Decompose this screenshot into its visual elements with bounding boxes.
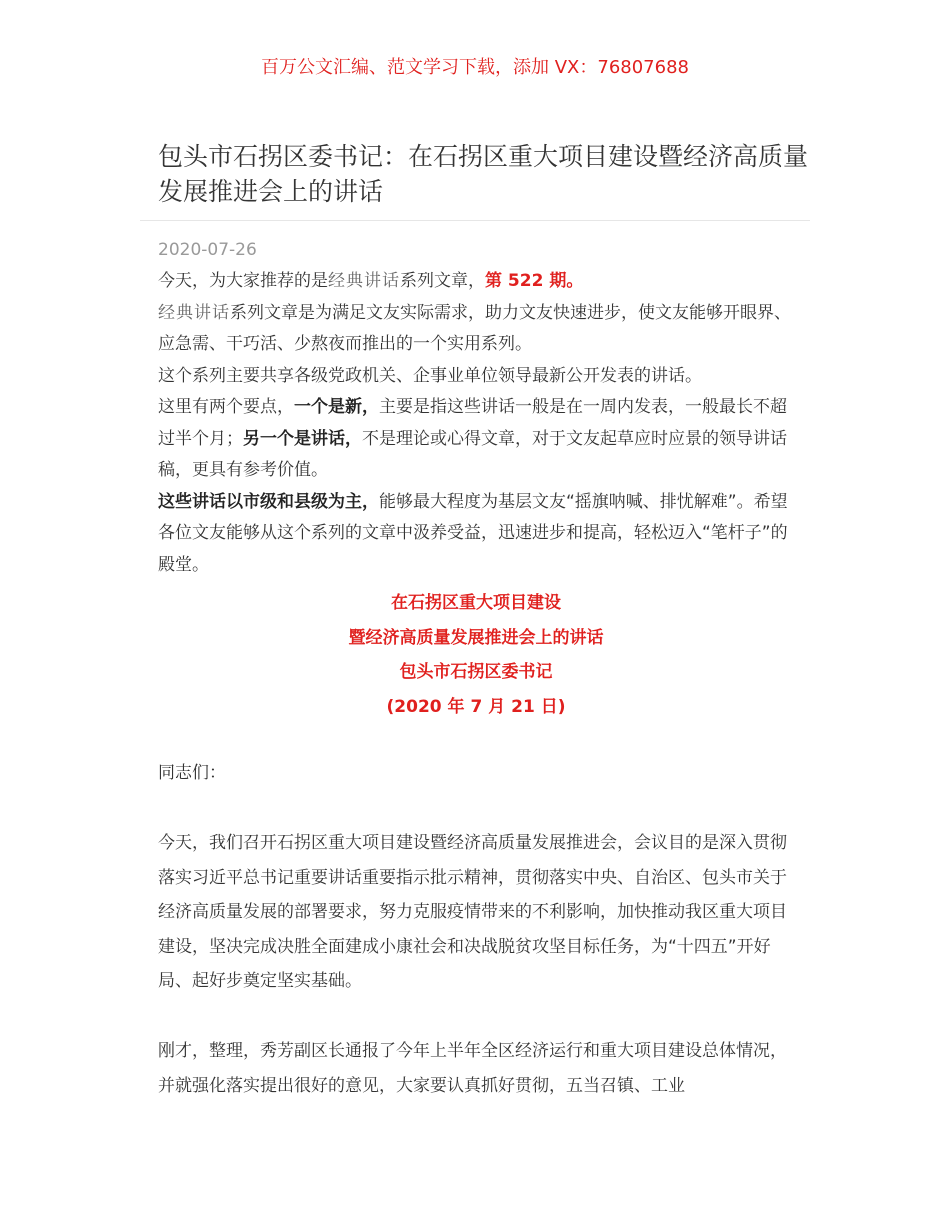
speech-paragraph-2: 刚才，整理，秀芳副区长通报了今年上半年全区经济运行和重大项目建设总体情况，并就强化落实提出很好的意见，大家要认真抓好贯彻，五当召镇、工业 [158, 1041, 787, 1096]
series-name: 经典讲话 [158, 302, 230, 323]
promo-banner: 百万公文汇编、范文学习下载，添加 VX：76807688 [261, 57, 689, 78]
speech-heading-line-2: 暨经济高质量发展推进会上的讲话 [348, 627, 604, 648]
speech-speaker: 包头市石拐区委书记 [399, 662, 553, 682]
point-speech: 另一个是讲话， [243, 428, 362, 449]
intro-paragraph-2 [158, 298, 794, 361]
intro-paragraph-5 [158, 487, 794, 582]
point-level: 这些讲话以市级和县级为主， [158, 491, 379, 512]
point-new: 一个是新， [294, 397, 379, 417]
series-name: 经典讲话 [328, 271, 400, 291]
title-divider [140, 220, 810, 221]
intro-p5-b: 能够最大程度为基层文友“摇旗呐喊、排忧解难”。希望各位文友能够从这个系列的文章中汲养受益，迅速进步和提高，轻松迈入“笔杆子”的殿堂。 [158, 491, 788, 575]
intro-p4-c: 主要是指这些讲话一般是在一周内发表，一般最长不超过半个月； [158, 397, 787, 449]
intro-paragraph-4 [158, 392, 794, 487]
publish-date: 2020-07-26 [158, 240, 257, 260]
intro-section [158, 266, 794, 581]
intro-p2-text: 系列文章是为满足文友实际需求，助力文友快速进步，使文友能够开眼界、应急需、干巧活、少熬夜而推出的一个实用系列。 [158, 302, 791, 354]
speech-date: (2020 年 7 月 21 日) [386, 696, 566, 717]
intro-p4-a: 这里有两个要点， [158, 397, 294, 417]
intro-p1-middle: 系列文章， [400, 271, 485, 291]
issue-number: 第 522 期。 [485, 271, 584, 291]
intro-paragraph-3: 这个系列主要共享各级党政机关、企事业单位领导最新公开发表的讲话。 [158, 365, 702, 386]
speech-heading-line-1: 在石拐区重大项目建设 [391, 593, 561, 613]
speech-paragraph-1: 今天，我们召开石拐区重大项目建设暨经济高质量发展推进会，会议目的是深入贯彻落实习近平总书记重要讲话重要指示批示精神，贯彻落实中央、自治区、包头市关于经济高质量发展的部署要求，努力克服疫情带来的不利影响，加快推动我区重大项目建设，坚决完成决胜全面建成小康社会和决战脱贫攻坚目标任务，为“十四五”开好局、起好步奠定坚实基础。 [158, 833, 787, 991]
intro-p1-prefix: 今天，为大家推荐的是 [158, 271, 328, 291]
speech-heading [158, 586, 794, 724]
intro-paragraph-1 [158, 266, 794, 298]
intro-p4-e: 不是理论或心得文章，对于文友起草应时应景的领导讲话稿，更具有参考价值。 [158, 428, 787, 480]
article-title: 包头市石拐区委书记：在石拐区重大项目建设暨经济高质量发展推进会上的讲话 [158, 142, 809, 206]
speech-greeting: 同志们： [158, 763, 226, 783]
